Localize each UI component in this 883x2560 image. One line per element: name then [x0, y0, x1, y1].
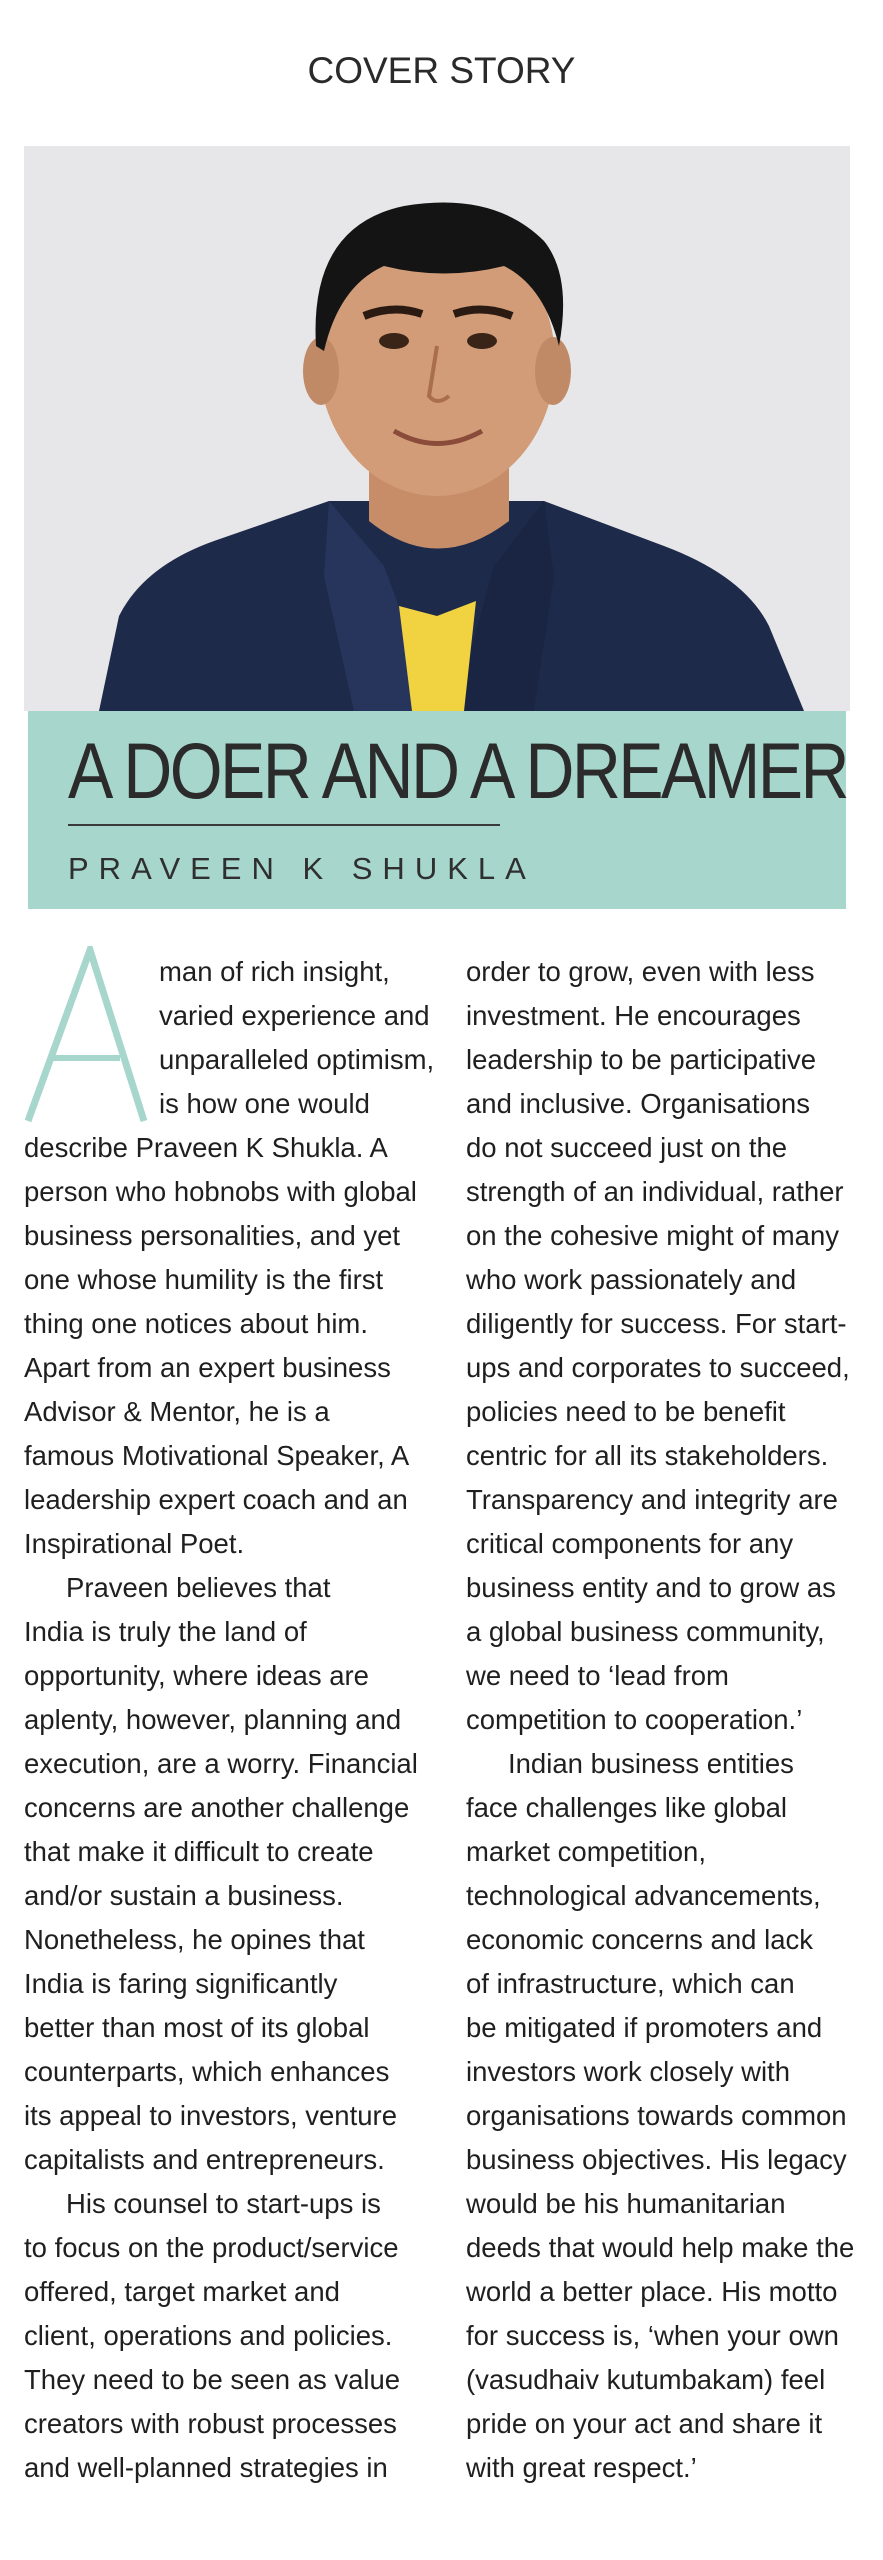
text-line: pride on your act and share it: [466, 2408, 823, 2439]
text-line: aplenty, however, planning and: [24, 1704, 402, 1735]
text-line: His counsel to start-ups is: [66, 2188, 381, 2219]
article-title: A DOER AND A DREAMER: [68, 726, 848, 815]
text-line: Indian business entities: [508, 1748, 794, 1779]
text-line: ups and corporates to succeed,: [466, 1352, 850, 1383]
title-divider: [68, 824, 500, 826]
text-line: counterparts, which enhances: [24, 2056, 390, 2087]
text-line: describe Praveen K Shukla. A: [24, 1132, 388, 1163]
text-line: varied experience and: [159, 1000, 430, 1031]
text-line: is how one would: [159, 1088, 370, 1119]
text-line: leadership to be participative: [466, 1044, 817, 1075]
text-line: who work passionately and: [466, 1264, 797, 1295]
text-line: to focus on the product/service: [24, 2232, 399, 2263]
article-column-left: [24, 950, 444, 2490]
text-line: investors work closely with: [466, 2056, 790, 2087]
text-line: They need to be seen as value: [24, 2364, 401, 2395]
text-line: Inspirational Poet.: [24, 1528, 245, 1559]
text-line: one whose humility is the first: [24, 1264, 384, 1295]
text-line: do not succeed just on the: [466, 1132, 788, 1163]
text-line: we need to ‘lead from: [466, 1660, 729, 1691]
text-line: and inclusive. Organisations: [466, 1088, 810, 1119]
text-line: India is truly the land of: [24, 1616, 307, 1647]
text-line: critical components for any: [466, 1528, 794, 1559]
text-line: economic concerns and lack: [466, 1924, 813, 1955]
text-line: better than most of its global: [24, 2012, 370, 2043]
text-line: Apart from an expert business: [24, 1352, 391, 1383]
byline: PRAVEEN K SHUKLA: [68, 851, 536, 886]
text-line: business entity and to grow as: [466, 1572, 836, 1603]
text-line: would be his humanitarian: [466, 2188, 786, 2219]
text-line: of infrastructure, which can: [466, 1968, 795, 1999]
text-line: Nonetheless, he opines that: [24, 1924, 365, 1955]
text-line: order to grow, even with less: [466, 956, 815, 987]
text-line: India is faring significantly: [24, 1968, 338, 1999]
text-line: creators with robust processes: [24, 2408, 397, 2439]
text-line: Advisor & Mentor, he is a: [24, 1396, 330, 1427]
text-line: unparalleled optimism,: [159, 1044, 435, 1075]
text-line: Transparency and integrity are: [466, 1484, 838, 1515]
text-line: competition to cooperation.’: [466, 1704, 803, 1735]
text-line: market competition,: [466, 1836, 706, 1867]
text-line: and well-planned strategies in: [24, 2452, 388, 2483]
text-line: that make it difficult to create: [24, 1836, 374, 1867]
text-line: (vasudhaiv kutumbakam) feel: [466, 2364, 826, 2395]
text-line: policies need to be benefit: [466, 1396, 786, 1427]
title-band: [28, 711, 846, 909]
text-line: investment. He encourages: [466, 1000, 801, 1031]
text-line: strength of an individual, rather: [466, 1176, 844, 1207]
text-line: its appeal to investors, venture: [24, 2100, 397, 2131]
portrait-illustration: [24, 146, 850, 711]
text-line: technological advancements,: [466, 1880, 821, 1911]
text-line: business objectives. His legacy: [466, 2144, 847, 2175]
text-line: with great respect.’: [466, 2452, 697, 2483]
text-line: capitalists and entrepreneurs.: [24, 2144, 385, 2175]
text-line: deeds that would help make the: [466, 2232, 855, 2263]
text-line: business personalities, and yet: [24, 1220, 401, 1251]
text-line: concerns are another challenge: [24, 1792, 410, 1823]
text-line: be mitigated if promoters and: [466, 2012, 823, 2043]
section-label: COVER STORY: [307, 50, 576, 91]
text-line: centric for all its stakeholders.: [466, 1440, 829, 1471]
text-line: organisations towards common: [466, 2100, 847, 2131]
text-line: world a better place. His motto: [466, 2276, 838, 2307]
text-line: Praveen believes that: [66, 1572, 331, 1603]
text-line: man of rich insight,: [159, 956, 390, 987]
text-line: execution, are a worry. Financial: [24, 1748, 418, 1779]
article-column-right: [466, 950, 866, 2490]
text-line: person who hobnobs with global: [24, 1176, 417, 1207]
text-line: on the cohesive might of many: [466, 1220, 839, 1251]
text-line: famous Motivational Speaker, A: [24, 1440, 410, 1471]
text-line: opportunity, where ideas are: [24, 1660, 369, 1691]
text-line: for success is, ‘when your own: [466, 2320, 839, 2351]
text-line: a global business community,: [466, 1616, 825, 1647]
portrait-photo: [24, 146, 850, 711]
text-line: offered, target market and: [24, 2276, 340, 2307]
text-line: client, operations and policies.: [24, 2320, 393, 2351]
text-line: face challenges like global: [466, 1792, 788, 1823]
text-line: and/or sustain a business.: [24, 1880, 344, 1911]
text-line: diligently for success. For start-: [466, 1308, 847, 1339]
text-line: thing one notices about him.: [24, 1308, 368, 1339]
text-line: leadership expert coach and an: [24, 1484, 408, 1515]
